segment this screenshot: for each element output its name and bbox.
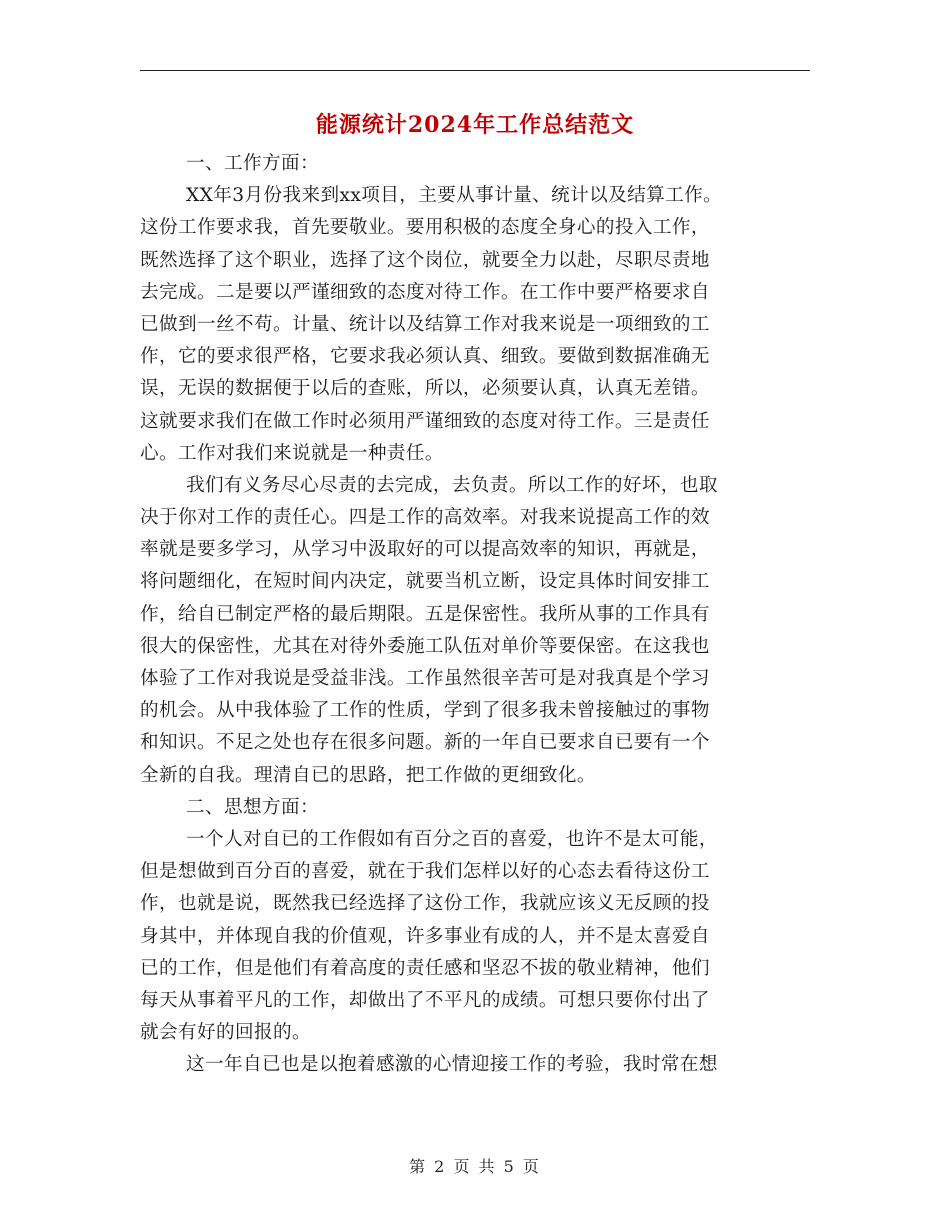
document-title: 能源统计2024年工作总结范文 — [315, 112, 635, 138]
text-line: 误，无误的数据便于以后的查账，所以，必须要认真，认真无差错。 — [140, 378, 710, 400]
text-line: XX年3月份我来到xx项目，主要从事计量、统计以及结算工作。 — [186, 185, 723, 207]
header-rule — [140, 70, 810, 71]
text-line: 决于你对工作的责任心。四是工作的高效率。对我来说提高工作的效 — [140, 507, 710, 529]
text-line: 已做到一丝不苟。计量、统计以及结算工作对我来说是一项细致的工 — [140, 313, 710, 335]
text-line: 这份工作要求我，首先要敬业。要用积极的态度全身心的投入工作， — [140, 217, 710, 239]
text-line: 作，它的要求很严格，它要求我必须认真、细致。要做到数据准确无 — [140, 346, 710, 368]
text-line: 作，也就是说，既然我已经选择了这份工作，我就应该义无反顾的投 — [140, 893, 710, 915]
text-line: 就会有好的回报的。 — [140, 1022, 311, 1044]
document-body — [140, 148, 810, 1081]
text-line: 我们有义务尽心尽责的去完成，去负责。所以工作的好坏，也取 — [186, 474, 718, 496]
text-line: 既然选择了这个职业，选择了这个岗位，就要全力以赴，尽职尽责地 — [140, 249, 710, 271]
text-line: 和知识。不足之处也存在很多问题。新的一年自已要求自已要有一个 — [140, 732, 710, 754]
text-line: 一个人对自已的工作假如有百分之百的喜爱，也许不是太可能， — [186, 828, 718, 850]
text-line: 这一年自已也是以抱着感激的心情迎接工作的考验，我时常在想 — [186, 1054, 718, 1076]
text-line: 率就是要多学习，从学习中汲取好的可以提高效率的知识，再就是， — [140, 539, 710, 561]
text-line: 作，给自已制定严格的最后期限。五是保密性。我所从事的工作具有 — [140, 603, 710, 625]
text-line: 很大的保密性，尤其在对待外委施工队伍对单价等要保密。在这我也 — [140, 635, 710, 657]
text-line: 体验了工作对我说是受益非浅。工作虽然很辛苦可是对我真是个学习 — [140, 668, 710, 689]
text-line: 去完成。二是要以严谨细致的态度对待工作。在工作中要严格要求自 — [140, 281, 710, 303]
text-line: 的机会。从中我体验了工作的性质，学到了很多我未曾接触过的事物 — [140, 700, 710, 722]
text-line: 二、思想方面： — [186, 796, 319, 818]
text-line: 这就要求我们在做工作时必须用严谨细致的态度对待工作。三是责任 — [140, 410, 710, 432]
text-line: 一、工作方面： — [186, 153, 319, 174]
text-line: 将问题细化，在短时间内决定，就要当机立断，设定具体时间安排工 — [140, 571, 710, 593]
page-footer: 第 2 页 共 5 页 — [409, 1157, 541, 1176]
text-line: 身其中，并体现自我的价值观，许多事业有成的人，并不是太喜爱自 — [140, 925, 710, 947]
text-line: 全新的自我。理清自已的思路，把工作做的更细致化。 — [140, 764, 596, 786]
text-line: 已的工作，但是他们有着高度的责任感和坚忍不拔的敬业精神，他们 — [140, 957, 710, 979]
text-line: 心。工作对我们来说就是一种责任。 — [140, 442, 444, 464]
text-line: 但是想做到百分百的喜爱，就在于我们怎样以好的心态去看待这份工 — [140, 861, 710, 883]
text-line: 每天从事着平凡的工作，却做出了不平凡的成绩。可想只要你付出了 — [140, 989, 710, 1011]
